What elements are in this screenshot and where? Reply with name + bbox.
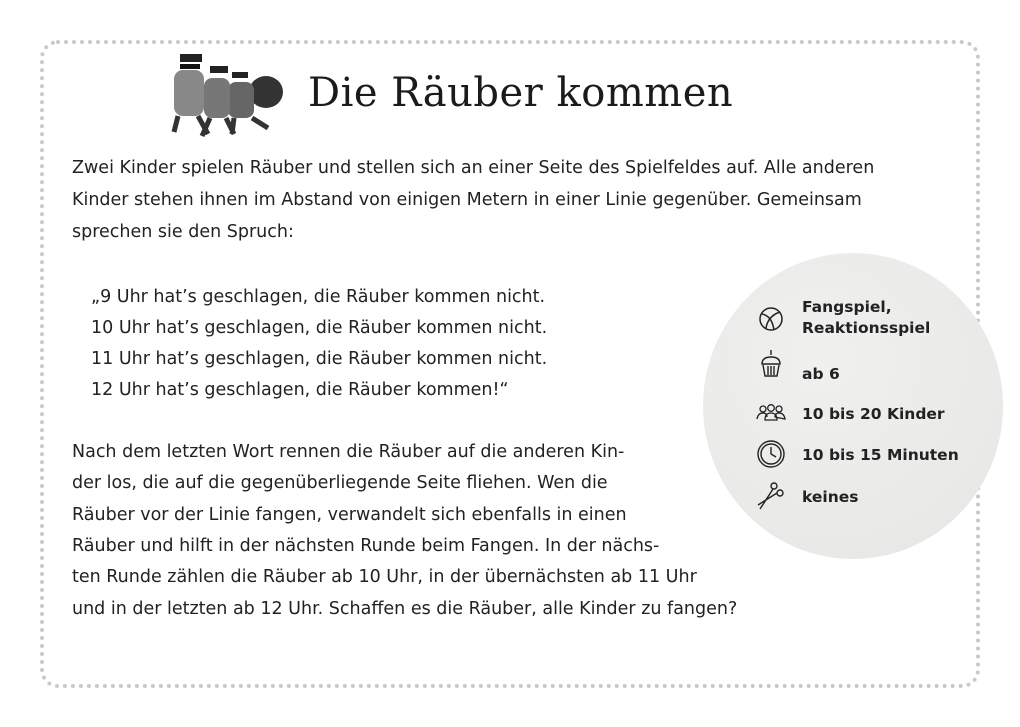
clock-icon [756,439,786,469]
material: keines [802,488,859,506]
ball-icon [756,304,786,334]
body-line: Räuber und hilft in der nächsten Runde beim Fangen. In der nächs- [72,536,660,556]
intro-line: Kinder stehen ihnen im Abstand von einigen Metern in einer Linie gegenüber. Gemeinsam [72,190,862,210]
body-line: Räuber vor der Linie fangen, verwandelt sich ebenfalls in einen [72,505,627,525]
game-type-2: Reaktionsspiel [802,319,931,337]
age: ab 6 [802,365,840,383]
page-title: Die Räuber kommen [308,70,734,116]
robbers-illustration [168,52,286,138]
cupcake-icon [756,348,786,378]
verse-line: 12 Uhr hat’s geschlagen, die Räuber kommen!“ [91,380,509,400]
intro-line: Zwei Kinder spielen Räuber und stellen sich an einer Seite des Spielfeldes auf. Alle anderen [72,158,875,178]
game-type-1: Fangspiel, [802,298,892,316]
scissors-icon [756,481,786,511]
body-line: Nach dem letzten Wort rennen die Räuber auf die anderen Kin- [72,442,625,462]
game-type [802,297,930,339]
verse-line: 10 Uhr hat’s geschlagen, die Räuber kommen nicht. [91,318,548,338]
verse-line: 11 Uhr hat’s geschlagen, die Räuber kommen nicht. [91,349,548,369]
body-line: ten Runde zählen die Räuber ab 10 Uhr, in der übernächsten ab 11 Uhr [72,567,697,587]
intro-line: sprechen sie den Spruch: [72,222,294,242]
duration: 10 bis 15 Minuten [802,446,959,464]
group-icon [756,398,786,428]
players: 10 bis 20 Kinder [802,405,945,423]
verse-line: „9 Uhr hat’s geschlagen, die Räuber kommen nicht. [91,287,546,307]
body-line: der los, die auf die gegenüberliegende Seite fliehen. Wen die [72,473,608,493]
body-line: und in der letzten ab 12 Uhr. Schaffen es die Räuber, alle Kinder zu fangen? [72,599,738,619]
